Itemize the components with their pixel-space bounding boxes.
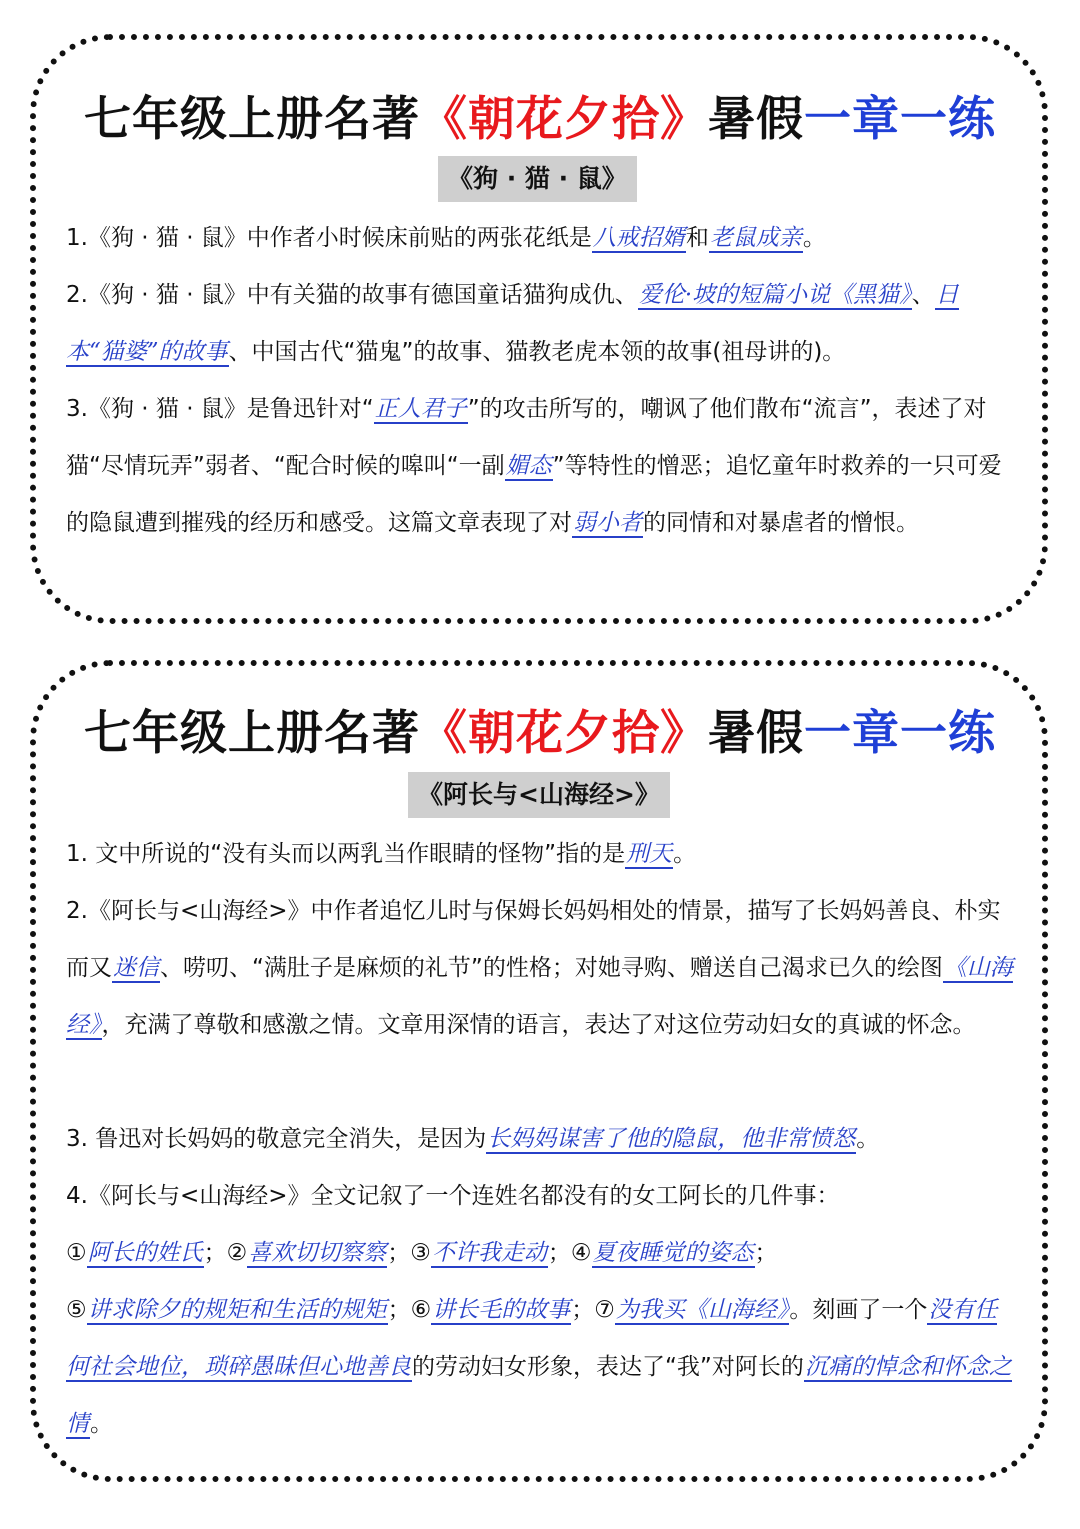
answer: 刑天 — [626, 841, 673, 867]
card2-question-3: 3. 鲁迅对长妈妈的敬意完全消失，是因为长妈妈谋害了他的隐鼠，他非常愤怒。 — [66, 1126, 880, 1152]
answer: 沉痛的悼念和怀念之情 — [66, 1354, 1012, 1437]
answer: 阿长的姓氏 — [87, 1240, 203, 1266]
answer: 爱伦·坡的短篇小说《黑猫》 — [638, 282, 911, 308]
answer: 《山海经》 — [66, 955, 1013, 1038]
card1-subtitle: 《狗 · 猫 · 鼠》 — [438, 156, 637, 202]
answer: 弱小者 — [573, 510, 642, 536]
answer: 为我买《山海经》 — [615, 1297, 789, 1323]
card2-question-1: 1. 文中所说的“没有头而以两乳当作眼睛的怪物”指的是刑天。 — [66, 841, 697, 867]
card2-title: 七年级上册名著《朝花夕拾》暑假一章一练 — [84, 706, 996, 761]
answer: 老鼠成亲 — [709, 225, 802, 251]
answer: 讲长毛的故事 — [432, 1297, 571, 1323]
card2-question-2: 2.《阿长与<山海经>》中作者追忆儿时与保姆长妈妈相处的情景，描写了长妈妈善良、朴实而又迷信、唠叨、“满肚子是麻烦的礼节”的性格；对她寻购、赠送自己渴求已久的绘图《山海经》，充满了尊敬和感激之情。文章用深情的语言，表达了对这位劳动妇女的真诚的怀念。 — [66, 898, 1013, 1038]
answer: 喜欢切切察察 — [248, 1240, 387, 1266]
card1-question-3: 3.《狗 · 猫 · 鼠》是鲁迅针对“正人君子”的攻击所写的，嘲讽了他们散布“流言”，表述了对猫“尽情玩弄”弱者、“配合时候的嗥叫“一副媚态”等特性的憎恶；追忆童年时救养的一只可爱的隐鼠遭到摧残的经历和感受。这篇文章表现了对弱小者的同情和对暴虐者的憎恨。 — [66, 396, 1002, 536]
answer: 八戒招婿 — [592, 225, 685, 251]
answer: 讲求除夕的规矩和生活的规矩 — [87, 1297, 387, 1323]
card1-question-2: 2.《狗 · 猫 · 鼠》中有关猫的故事有德国童话猫狗成仇、爱伦·坡的短篇小说《黑猫》、日本“猫婆”的故事、中国古代“猫鬼”的故事、猫教老虎本领的故事(祖母讲的)。 — [66, 282, 959, 365]
answer: 迷信 — [113, 955, 159, 981]
answer: 没有任何社会地位，琐碎愚昧但心地善良 — [66, 1297, 998, 1380]
card1-title: 七年级上册名著《朝花夕拾》暑假一章一练 — [84, 92, 996, 147]
card1-question-1: 1.《狗 · 猫 · 鼠》中作者小时候床前贴的两张花纸是八戒招婿和老鼠成亲。 — [66, 225, 826, 251]
answer: 不许我走动 — [431, 1240, 547, 1266]
answer: 夏夜睡觉的姿态 — [592, 1240, 754, 1266]
answer: 长妈妈谋害了他的隐鼠，他非常愤怒 — [487, 1126, 856, 1152]
answer: 日本“猫婆”的故事 — [66, 282, 959, 365]
answer: 媚态 — [505, 453, 552, 479]
answer: 正人君子 — [374, 396, 467, 422]
card2-question-4: 4.《阿长与<山海经>》全文记叙了一个连姓名都没有的女工阿长的几件事： ①阿长的姓氏；②喜欢切切察察；③不许我走动；④夏夜睡觉的姿态； ⑤讲求除夕的规矩和生活的规矩；⑥讲长毛的故事；⑦为我买《山海经》。刻画了一个没有任何社会地位，琐碎愚昧但心地善良的劳动妇女形象，表达了“我”对阿长的沉痛的悼念和怀念之情。 — [66, 1183, 1012, 1437]
card2-subtitle: 《阿长与<山海经>》 — [408, 772, 670, 818]
